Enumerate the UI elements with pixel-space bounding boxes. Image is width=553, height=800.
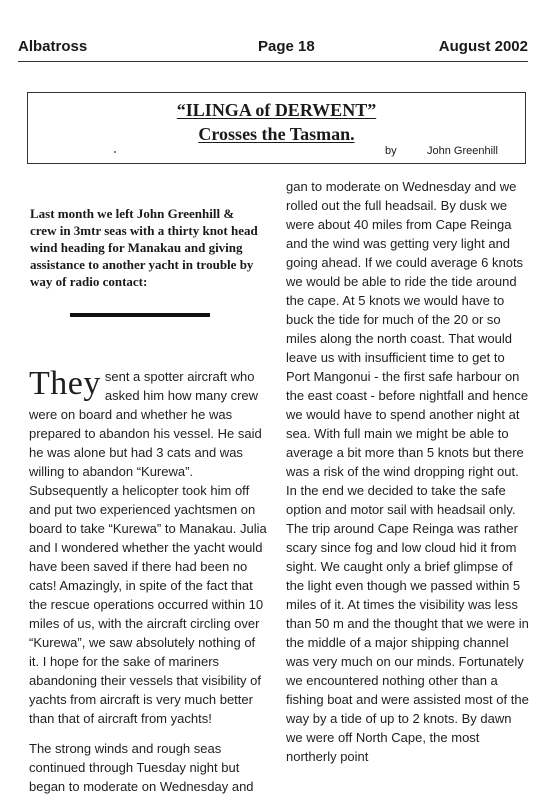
byline-by: by	[385, 145, 397, 157]
paragraph-1-text: sent a spotter aircraft who asked him how many crew were on board and whether he was prepared to abandon his vessel. He said he was alone but had 3 cats and was willing to abandon “Kurewa”. Subsequently a helicopter took him off and put two experienced yachtsmen on board to take “Kurewa” to Manakau. Julia and I wondered whether the yacht would have been saved if there had been no cats! Amazingly, in spite of the fact that the rescue operations occurred within 10 miles of us, with the aircraft circling over “Kurewa”, we saw absolutely nothing of it. I hope for the sake of mariners abandoning their vessels that visibility of yachts from aircraft is very much better than that of aircraft from yachts!	[29, 369, 267, 726]
article-title: “ILINGA of DERWENT”	[176, 100, 377, 120]
speck-mark	[114, 151, 116, 153]
intro-divider-bar	[70, 313, 210, 317]
publication-name: Albatross	[18, 38, 88, 55]
page-number: Page 18	[258, 38, 315, 55]
article-intro: Last month we left John Greenhill & crew in 3mtr seas with a thirty knot head wind heading for Manakau and giving assistance to another yacht in trouble by way of radio contact:	[30, 206, 258, 289]
header-divider	[18, 61, 528, 62]
drop-cap: They	[29, 365, 101, 402]
paragraph-1	[29, 367, 267, 728]
issue-date: August 2002	[438, 38, 528, 55]
right-column	[286, 177, 530, 766]
article-title-box	[27, 92, 526, 164]
left-column	[29, 367, 267, 796]
article-subtitle: Crosses the Tasman.	[198, 124, 355, 144]
right-column-text: gan to moderate on Wednesday and we rolled out the full headsail. By dusk we were about 40 miles from Cape Reinga and the wind was getting very light and going ahead. If we could average 6 knots we would be able to ride the tide around the cape. At 5 knots we would have to buck the tide for much of the 20 or so miles along the north coast. That would leave us with insufficient time to get to Port Mangonui - the first safe harbour on the east coast - before nightfall and hence we would have to spend another night at sea. With full main we might be able to average a bit more than 5 knots but there was a risk of the wind dropping right out. In the end we decided to take the safe option and motor sail with headsail only. The trip around Cape Reinga was rather scary since fog and low cloud hid it from sight. We caught only a brief glimpse of the light even though we passed within 5 miles of it. At times the visibility was less than 50 m and the thought that we were in the middle of a major shipping channel was very much on our minds. Fortunately we encountered nothing other than a fishing boat and were assisted most of the way by a tide of up to 2 knots. By dawn we were off North Cape, the most northerly point	[286, 179, 529, 764]
page-header	[18, 38, 528, 60]
byline-author: John Greenhill	[427, 145, 498, 157]
paragraph-2: The strong winds and rough seas continued through Tuesday night but began to moderate on Wednesday and	[29, 741, 254, 794]
